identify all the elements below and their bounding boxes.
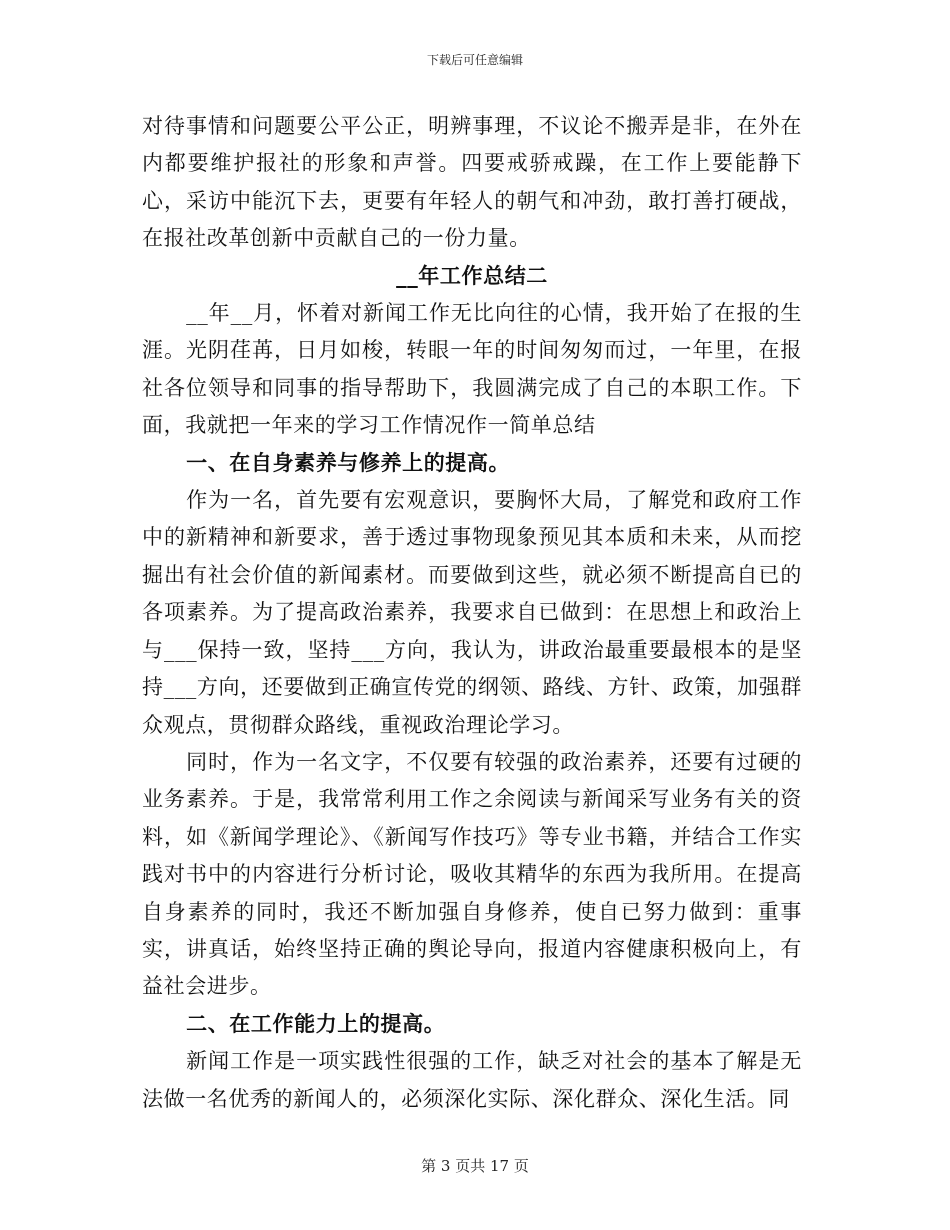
- paragraph-professional-quality: 同时，作为一名文字，不仅要有较强的政治素养，还要有过硬的业务素养。于是，我常常利用工作之余阅读与新闻采写业务有关的资料，如《新闻学理论》、《新闻写作技巧》等专业书籍，并结合工作实践对书中的内容进行分析讨论，吸收其精华的东西为我所用。在提高自身素养的同时，我还不断加强自身修养，使自已努力做到：重事实，讲真话，始终坚持正确的舆论导向，报道内容健康积极向上，有益社会进步。: [142, 749, 802, 999]
- heading-section-1: 一、在自身素养与修养上的提高。: [186, 450, 511, 475]
- page-header: 下载后可任意编辑: [426, 53, 523, 67]
- paragraph-continuation: 对待事情和问题要公平公正，明辨事理，不议论不搬弄是非，在外在内都要维护报社的形象和声誉。四要戒骄戒躁，在工作上要能静下心，采访中能沉下去，更要有年轻人的朝气和冲劲，敢打善打硬战，在报社改革创新中贡献自己的一份力量。: [142, 114, 802, 251]
- paragraph-political-quality: 作为一名，首先要有宏观意识，要胸怀大局，了解党和政府工作中的新精神和新要求，善于透过事物现象预见其本质和未来，从而挖掘出有社会价值的新闻素材。而要做到这些，就必须不断提高自已的各项素养。为了提高政治素养，我要求自已做到：在思想上和政治上与___保持一致，坚持___方向，我认为，讲政治最重要最根本的是坚持___方向，还要做到正确宣传党的纲领、路线、方针、政策，加强群众观点，贯彻群众路线，重视政治理论学习。: [142, 488, 802, 737]
- section-title: __年工作总结二: [396, 263, 548, 288]
- paragraph-intro: __年__月，怀着对新闻工作无比向往的心情，我开始了在报的生涯。光阴荏苒，日月如梭，转眼一年的时间匆匆而过，一年里，在报社各位领导和同事的指导帮助下，我圆满完成了自己的本职工作。下面，我就把一年来的学习工作情况作一简单总结: [142, 301, 802, 438]
- heading-section-2: 二、在工作能力上的提高。: [186, 1011, 446, 1036]
- page-footer: 第 3 页共 17 页: [421, 1157, 529, 1175]
- paragraph-work-ability: 新闻工作是一项实践性很强的工作，缺乏对社会的基本了解是无法做一名优秀的新闻人的，必须深化实际、深化群众、深化生活。同: [142, 1049, 802, 1111]
- document-body: [142, 108, 802, 1118]
